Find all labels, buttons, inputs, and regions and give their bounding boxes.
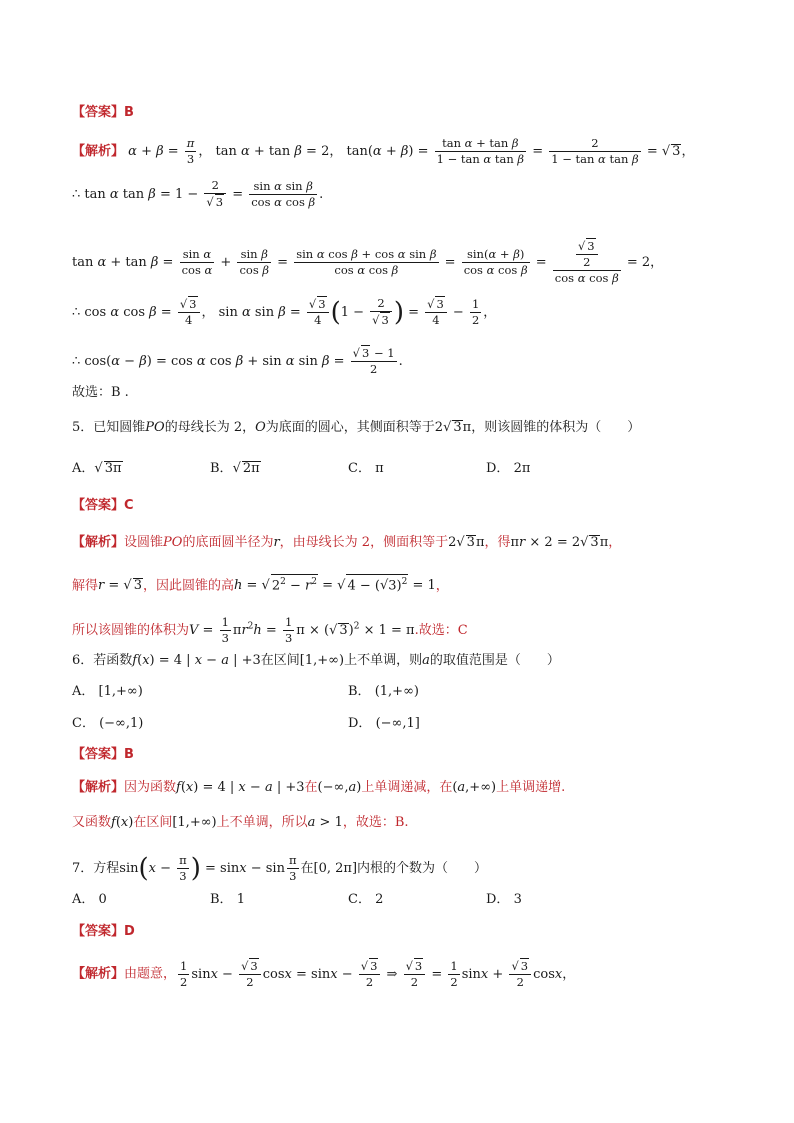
q5-answer-line [72, 496, 134, 516]
stem-text: 在 [300, 861, 314, 876]
stem-text: 为底面的圆心，其侧面积等于 [265, 420, 435, 435]
choose-text: 故选：B . [72, 385, 129, 400]
q6-option-a[interactable] [72, 682, 143, 702]
q6-option-b[interactable] [348, 682, 419, 702]
analysis-text: ，故选：B. [342, 815, 409, 830]
stem-text: 若函数 [93, 653, 133, 668]
answer-tag: 【答案】 [72, 498, 125, 513]
answer-tag: 【答案】 [72, 105, 125, 120]
q5-analysis-line-2: 解得r = √ 3，因此圆锥的高h = √ $2^2 - r^2$ = √ 4 − (√ 3)$^2$ = 1， [72, 574, 449, 596]
analysis-text: 上单调递减，在 [361, 780, 453, 795]
analysis-text: ，因此圆锥的高 [142, 578, 234, 594]
q6-answer-line [72, 745, 134, 765]
q4-answer-line [72, 103, 134, 123]
analysis-text: 上不单调，所以 [216, 815, 308, 830]
option-value: (−∞,1] [375, 716, 420, 731]
formula: tan α + tan β = $\frac{\text{sin α}}{\text{cos α}}$ + $\frac{\text{sin β}}{\text{cos β}}$ = $\frac{\text{sin α cos β + cos α sin β}}{\text{cos α cos β}}$ = $\frac{\sin(\alpha + \beta)}{\text{cos α cos β}}$ = √ $\frac{\frac{3}{2}}{\text{cos α cos β}}$ = 2， [72, 255, 663, 270]
option-value: [1,+∞) [98, 684, 143, 699]
question-number: 6． [72, 653, 94, 668]
formula: $\frac{1}{2}$ sinx − √ $\frac{3}{2}$ cosx = sinx − √ $\frac{3}{2}$ ⇒ √ $\frac{3}{2}$ = $\frac{1}{2}$ sinx + √ $\frac{3}{2}$ cosx， [176, 967, 575, 982]
q5-option-b[interactable] [210, 459, 261, 479]
analysis-tag: 【解析】 [72, 780, 125, 795]
stem-var: PO [145, 420, 165, 435]
stem-text: 上不单调，则 [344, 653, 423, 668]
formula: [1,+∞) [299, 653, 345, 668]
option-value: (−∞,1) [99, 716, 144, 731]
q6-stem [72, 651, 560, 671]
option-label: B． [210, 892, 233, 907]
stem-text: ，则该圆锥的体积为（ ） [471, 420, 641, 435]
stem-var: O [255, 420, 266, 435]
q4-analysis-line-1 [72, 136, 694, 167]
option-label: C． [348, 892, 371, 907]
q4-analysis-line-5 [72, 345, 403, 377]
option-label: C． [72, 716, 95, 731]
formula: 2√ 3π [435, 420, 471, 435]
formula: sin(x − $\frac{\pi}{3}$ ) = sinx − sin $\frac{\pi}{3}$ [119, 853, 297, 884]
stem-text: 在区间 [260, 653, 300, 668]
option-label: A． [72, 461, 95, 476]
question-number: 5． [72, 420, 94, 435]
option-label: C． [348, 461, 371, 476]
option-value: 3 [513, 892, 522, 907]
answer-value: B [124, 105, 134, 120]
analysis-tag: 【解析】 [72, 966, 125, 982]
analysis-text: 因为函数 [124, 780, 177, 795]
answer-value: D [124, 924, 135, 939]
analysis-text: 解得 [72, 578, 99, 594]
q4-analysis-line-4 [72, 296, 496, 328]
formula: [0, 2π] [313, 861, 358, 876]
q4-choose-line [72, 383, 129, 403]
analysis-text: ，得 [484, 535, 511, 550]
formula: ∴ tan α tan β = 1 − 2 √ 3 = $\frac{\text{sin α sin β}}{\text{cos α cos β}}$ . [72, 187, 323, 202]
analysis-tag: 【解析】 [72, 144, 125, 159]
analysis-tag: 【解析】 [72, 535, 125, 550]
q5-option-d[interactable] [486, 459, 530, 479]
option-value: π [375, 461, 384, 476]
q7-option-a[interactable] [72, 890, 107, 910]
option-value: 2π [242, 461, 260, 476]
q6-option-c[interactable] [72, 714, 143, 734]
stem-text: 方程 [93, 861, 120, 876]
option-value: 1 [236, 892, 245, 907]
q5-option-c[interactable] [348, 459, 384, 479]
analysis-text: 又函数 [72, 815, 112, 830]
formula: ∴ cos(α − β) = cos α cos β + sin α sin β = √ $\frac{3 - 1}{2}$ . [72, 354, 403, 369]
formula: f(x) = 4 | x − a | +3 [132, 653, 261, 668]
option-value: 0 [98, 892, 107, 907]
analysis-text: 在区间 [133, 815, 173, 830]
option-label: B． [210, 461, 233, 476]
q6-analysis-line-2: 又函数f(x)在区间[1,+∞)上不单调，所以a > 1，故选：B. [72, 815, 409, 830]
answer-value: C [124, 498, 134, 513]
analysis-text: 设圆锥 [124, 535, 164, 550]
analysis-var: PO [163, 535, 183, 550]
q7-option-b[interactable] [210, 890, 245, 910]
stem-text: 内根的个数为（ ） [357, 861, 488, 876]
option-label: A． [72, 892, 95, 907]
q5-stem [72, 418, 640, 438]
analysis-text: 在 [304, 780, 318, 795]
q7-stem [72, 853, 487, 884]
option-value: 3π [104, 461, 122, 476]
stem-var: a [422, 653, 430, 668]
q5-analysis-line-1: 【解析】设圆锥PO的底面圆半径为r，由母线长为 2，侧面积等于2√ 3π，得πr × 2 = 2√ 3π， [72, 533, 621, 553]
analysis-text: 所以该圆锥的体积为 [72, 623, 190, 638]
formula: ∴ cos α cos β = √ $\frac{3}{4}$ ， sin α sin β = √ $\frac{3}{4}$ (1 − 2 √ 3 ) = √ $\frac{3}{4}$ − $\frac{1}{2}$ ， [72, 305, 496, 320]
q6-option-d[interactable] [348, 714, 420, 734]
q7-option-d[interactable] [486, 890, 522, 910]
question-number: 7． [72, 861, 94, 876]
analysis-text: ，由母线长为 2，侧面积等于 [279, 535, 449, 550]
q5-analysis-line-3: 所以该圆锥的体积为V = $\frac{1}{3}$ $\pi r^2h$ = $\frac{1}{3}$ π × (√ 3)$^2$ × 1 = π.故选：C [72, 615, 468, 646]
q6-analysis-line-1: 【解析】因为函数f(x) = 4 | x − a | +3在(−∞,a)上单调递减，在(a,+∞)上单调递增. [72, 780, 566, 795]
q5-option-a[interactable] [72, 459, 123, 479]
analysis-text: 由题意， [124, 966, 177, 982]
q7-answer-line [72, 922, 135, 942]
choose-text: 故选：C [418, 623, 468, 638]
answer-tag: 【答案】 [72, 924, 125, 939]
option-label: B． [348, 684, 371, 699]
q4-analysis-line-2 [72, 178, 323, 210]
answer-value: B [124, 747, 134, 762]
option-label: A． [72, 684, 95, 699]
formula: α + β = $\frac{\pi}{3}$ ， tan α + tan β = 2， tan(α + β) = $\frac{\text{tan α + tan β}}{\text{1 − tan α tan β}}$ = $\frac{2}{\text{1 − tan α tan β}}$ = √ 3， [128, 144, 694, 159]
option-label: D． [486, 892, 510, 907]
option-label: D． [348, 716, 372, 731]
option-value: (1,+∞) [374, 684, 419, 699]
stem-text: 的取值范围是（ ） [429, 653, 560, 668]
analysis-text: 上单调递增. [496, 780, 566, 795]
option-label: D． [486, 461, 510, 476]
q4-analysis-line-3 [72, 238, 663, 286]
stem-text: 已知圆锥 [93, 420, 146, 435]
analysis-text: 的底面圆半径为 [182, 535, 274, 550]
option-value: 2 [375, 892, 384, 907]
stem-text: 的母线长为 2， [164, 420, 256, 435]
q7-option-c[interactable] [348, 890, 383, 910]
option-value: 2π [513, 461, 531, 476]
q7-analysis-line-1 [72, 958, 575, 990]
answer-tag: 【答案】 [72, 747, 125, 762]
